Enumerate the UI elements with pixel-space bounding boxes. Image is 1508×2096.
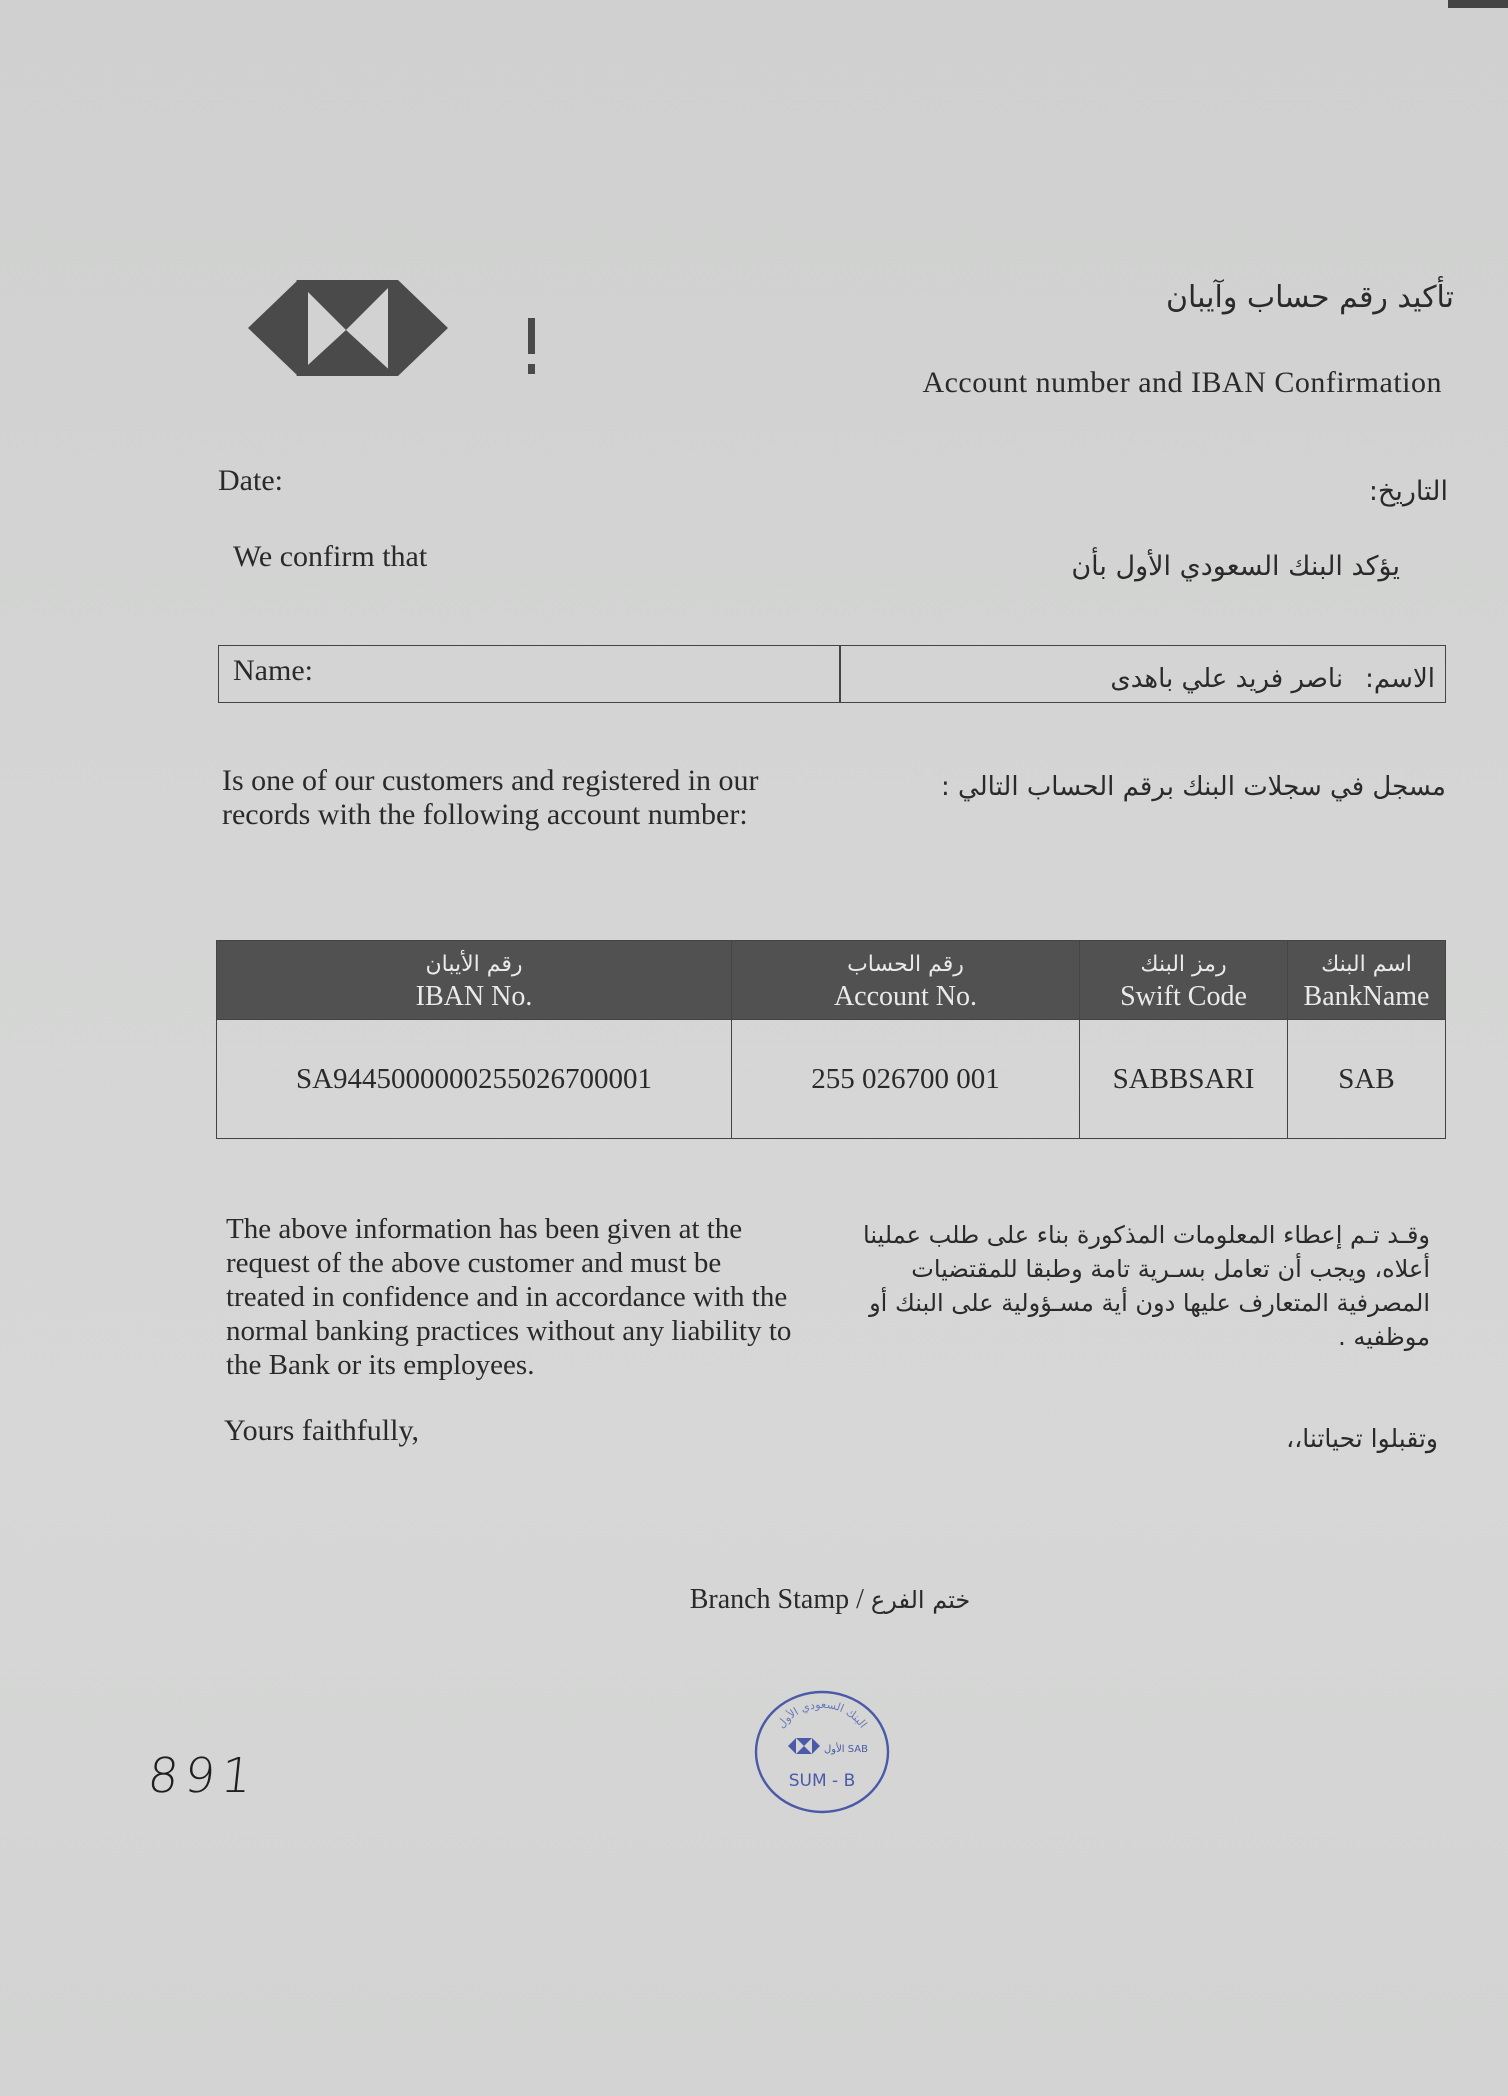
seal-code-text: SUM - B — [788, 1771, 856, 1791]
closing-text-arabic: وتقبلوا تحياتنا،، — [1286, 1424, 1438, 1453]
name-arabic — [1110, 664, 1435, 694]
seal-top-text: البنك السعودي الأول — [774, 1697, 870, 1731]
branch-stamp-seal — [752, 1686, 892, 1816]
top-corner-mark — [1448, 0, 1508, 8]
header-iban-arabic: رقم الأيبان — [425, 952, 523, 977]
name-label: Name: — [233, 654, 313, 687]
date-label-arabic: التاريخ: — [1368, 476, 1448, 507]
closing-text: Yours faithfully, — [224, 1414, 420, 1447]
customer-text: Is one of our customers and registered in our records with the following account number: — [222, 764, 759, 831]
header-account — [732, 941, 1080, 1020]
branch-stamp-label-english: Branch Stamp / — [689, 1584, 864, 1615]
seal-logo-icon — [788, 1738, 820, 1754]
account-table — [216, 940, 1446, 1139]
header-swift-english: Swift Code — [1120, 981, 1247, 1012]
table-row — [217, 1020, 1446, 1139]
bank-name-value: SAB — [1288, 1020, 1446, 1139]
customer-text-arabic: مسجل في سجلات البنك برقم الحساب التالي : — [941, 772, 1446, 802]
header-account-english: Account No. — [833, 981, 978, 1012]
header-iban — [217, 941, 732, 1020]
title-arabic: تأكيد رقم حساب وآيبان — [1165, 280, 1454, 315]
seal-bank-text: الأول SAB — [824, 1744, 868, 1755]
date-label: Date: — [218, 464, 283, 497]
swift-code-value: SABBSARI — [1080, 1020, 1288, 1139]
name-value-arabic: ناصر فريد علي باهدى — [1110, 664, 1344, 694]
header-bankname — [1288, 941, 1446, 1020]
table-header-row — [217, 941, 1446, 1020]
disclaimer-text-arabic: وقـد تـم إعطاء المعلومات المذكورة بناء على طلب عملينا أعلاه، ويجب أن تعامل بسـرية تامة وطبقا للمقتضيات المصرفية المتعارف عليها دون أية مسـؤولية على البنك أو موظفيه . — [863, 1221, 1430, 1351]
iban-value: SA9445000000255026700001 — [217, 1020, 732, 1139]
branch-stamp-label — [0, 1584, 1508, 1616]
title-english: Account number and IBAN Confirmation — [922, 366, 1442, 399]
branch-stamp-label-arabic: ختم الفرع — [870, 1586, 971, 1614]
name-label-arabic: الاسم: — [1365, 664, 1435, 694]
header-iban-english: IBAN No. — [415, 981, 533, 1012]
name-box-divider — [839, 646, 841, 702]
handwritten-number: 891 — [145, 1748, 261, 1804]
header-bankname-arabic: اسم البنك — [1321, 952, 1412, 977]
confirm-text: We confirm that — [233, 540, 428, 573]
header-swift — [1080, 941, 1288, 1020]
disclaimer-text: The above information has been given at the request of the above customer and must be treated in confidence and in accordance with the normal banking practices without any liability to the Bank or its employees. — [226, 1213, 792, 1381]
header-account-arabic: رقم الحساب — [847, 952, 964, 977]
confirm-text-arabic: يؤكد البنك السعودي الأول بأن — [1071, 551, 1400, 582]
name-field-box — [218, 645, 1446, 703]
bank-logo — [248, 278, 548, 378]
account-number-value: 255 026700 001 — [732, 1020, 1080, 1139]
header-swift-arabic: رمز البنك — [1140, 952, 1227, 977]
header-bankname-english: BankName — [1303, 981, 1430, 1012]
